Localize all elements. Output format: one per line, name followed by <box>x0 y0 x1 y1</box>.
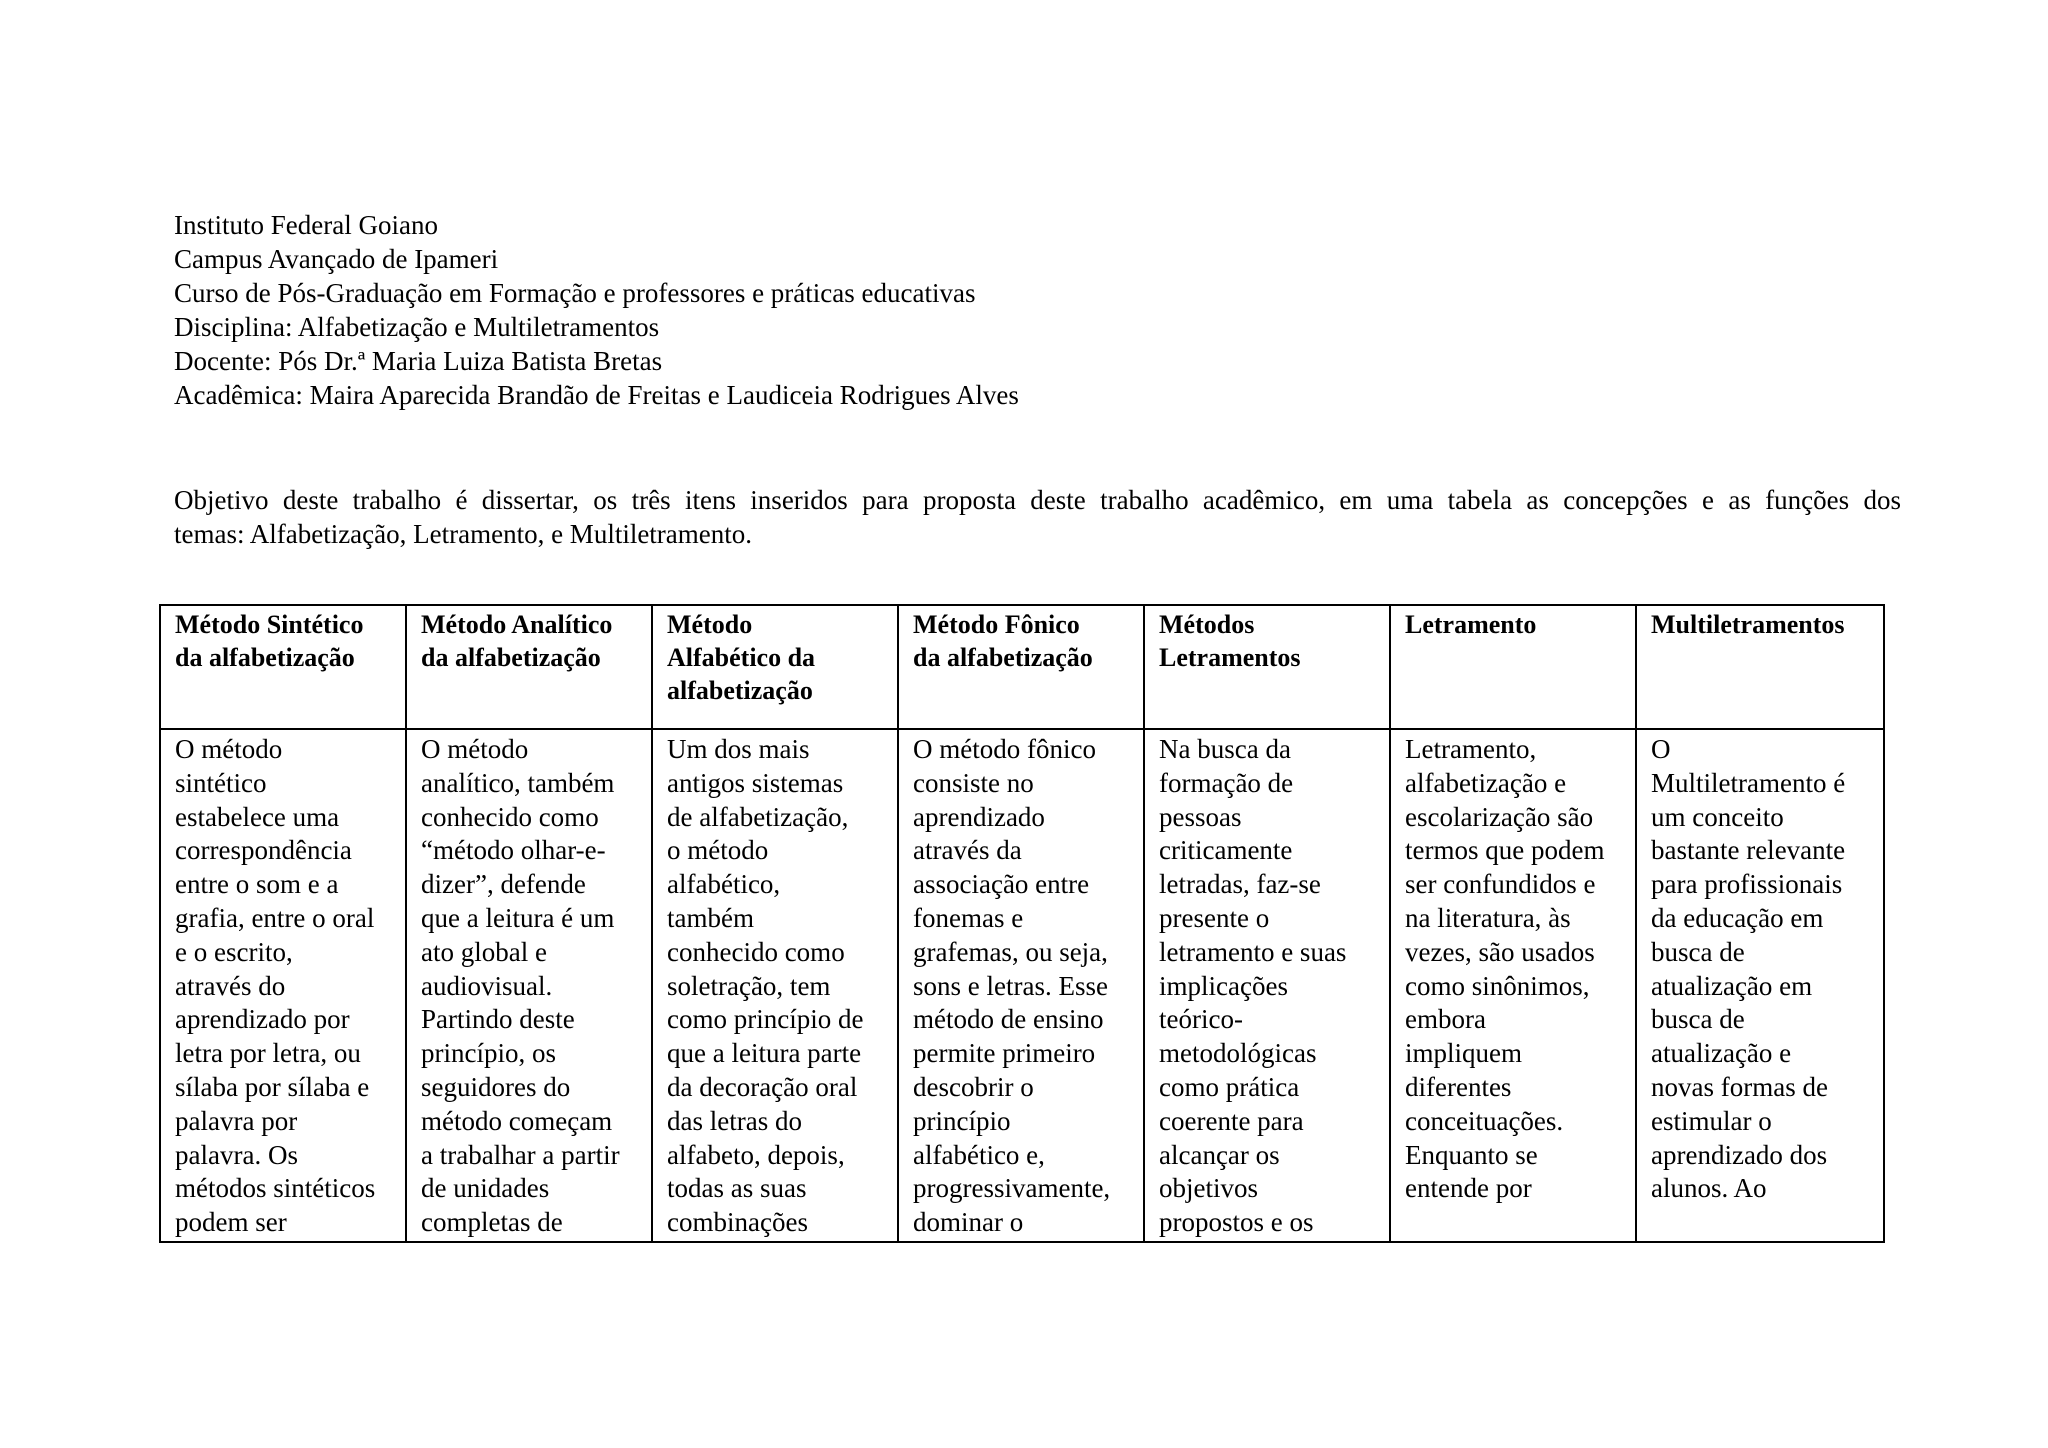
discipline-line: Disciplina: Alfabetização e Multiletramentos <box>174 312 660 342</box>
header-cell-metodo-fonico: Método Fônico da alfabetização <box>898 605 1144 729</box>
cell-multiletramentos: O Multiletramento é um conceito bastante relevante para profissionais da educação em busca de atualização em busca de atualização e novas formas de estimular o aprendizado dos alunos. Ao <box>1636 729 1884 1242</box>
table-row <box>160 729 1884 1242</box>
cell-metodo-fonico: O método fônico consiste no aprendizado através da associação entre fonemas e grafemas, ou seja, sons e letras. Esse método de ensino permite primeiro descobrir o princípio alfabético e, progressivamente, dominar o <box>898 729 1144 1242</box>
teacher-line: Docente: Pós Dr.ª Maria Luiza Batista Bretas <box>174 346 663 376</box>
document-header <box>174 208 1874 412</box>
course-line: Curso de Pós-Graduação em Formação e professores e práticas educativas <box>174 278 976 308</box>
header-cell-metodo-sintetico: Método Sintético da alfabetização <box>160 605 406 729</box>
methods-table <box>159 604 1885 1243</box>
objective-paragraph <box>174 483 1901 551</box>
header-cell-metodo-analitico: Método Analítico da alfabetização <box>406 605 652 729</box>
campus-line: Campus Avançado de Ipameri <box>174 244 499 274</box>
cell-metodo-analitico: O método analítico, também conhecido como “método olhar-e- dizer”, defende que a leitura é um ato global e audiovisual. Partindo deste princípio, os seguidores do método começam a trabalhar a partir de unidades completas de <box>406 729 652 1242</box>
header-cell-letramento: Letramento <box>1390 605 1636 729</box>
cell-metodos-letramentos: Na busca da formação de pessoas criticamente letradas, faz-se presente o letramento e suas implicações teórico- metodológicas como prática coerente para alcançar os objetivos propostos e os <box>1144 729 1390 1242</box>
header-cell-metodo-alfabetico: Método Alfabético da alfabetização <box>652 605 898 729</box>
cell-metodo-alfabetico: Um dos mais antigos sistemas de alfabetização, o método alfabético, também conhecido como soletração, tem como princípio de que a leitura parte da decoração oral das letras do alfabeto, depois, todas as suas combinações <box>652 729 898 1242</box>
institution-line: Instituto Federal Goiano <box>174 210 438 240</box>
objective-line-1: Objetivo deste trabalho é dissertar, os três itens inseridos para proposta deste trabalho acadêmico, em uma tabela as concepções e as funções dos <box>174 485 1901 515</box>
header-cell-metodos-letramentos: Métodos Letramentos <box>1144 605 1390 729</box>
cell-metodo-sintetico: O método sintético estabelece uma correspondência entre o som e a grafia, entre o oral e o escrito, através do aprendizado por letra por letra, ou sílaba por sílaba e palavra por palavra. Os métodos sintéticos podem ser <box>160 729 406 1242</box>
header-cell-multiletramentos: Multiletramentos <box>1636 605 1884 729</box>
students-line: Acadêmica: Maira Aparecida Brandão de Freitas e Laudiceia Rodrigues Alves <box>174 380 1019 410</box>
table-header-row <box>160 605 1884 729</box>
objective-line-2: temas: Alfabetização, Letramento, e Multiletramento. <box>174 519 753 549</box>
cell-letramento: Letramento, alfabetização e escolarização são termos que podem ser confundidos e na literatura, às vezes, são usados como sinônimos, embora impliquem diferentes conceituações. Enquanto se entende por <box>1390 729 1636 1242</box>
